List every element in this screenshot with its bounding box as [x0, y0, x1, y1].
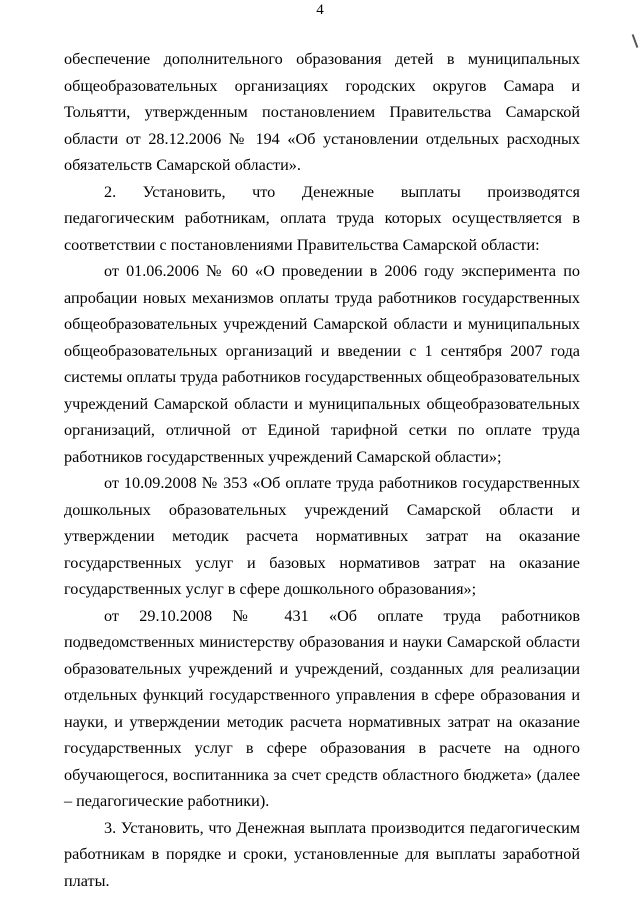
paragraph-item-2: 2. Установить, что Денежные выплаты производятся педагогическим работникам, оплата труда которых осуществляется в соответствии с постановлениями Правительства Самарской области: — [64, 182, 580, 254]
document-body — [64, 46, 580, 894]
paragraph-item-3: 3. Установить, что Денежная выплата производится педагогическим работникам в порядке и сроки, установленные для выплаты заработной платы. — [64, 818, 580, 890]
paragraph-decree-353: от 10.09.2008 № 353 «Об оплате труда работников государственных дошкольных образовательных учреждений Самарской области и утверждении методик расчета нормативных затрат на оказание государственных услуг и базовых нормативов затрат на оказание государственных услуг в сфере дошкольного образования»; — [64, 474, 580, 598]
page-number: 4 — [316, 2, 324, 18]
paragraph-decree-431: от 29.10.2008 № 431 «Об оплате труда работников подведомственных министерству образования и науки Самарской области образовательных учреждений и учреждений, созданных для реализации отдельных функций государственного управления в сфере образования и науки, и утверждении методик расчета нормативных затрат на оказание государственных услуг в сфере образования в расчете на одного обучающегося, воспитанника за счет средств областного бюджета» (далее – педагогические работники). — [64, 606, 580, 810]
paragraph-continuation: обеспечение дополнительного образования детей в муниципальных общеобразовательных организациях городских округов Самара и Тольятти, утвержденным постановлением Правительства Самарской области от 28.12.2006 № 194 «Об установлении отдельных расходных обязательств Самарской области». — [64, 50, 580, 174]
paragraph-decree-60: от 01.06.2006 № 60 «О проведении в 2006 году эксперимента по апробации новых механизмов оплаты труда работников государственных общеобразовательных учреждений Самарской области и муниципальных общеобразовательных организаций и введении с 1 сентября 2007 года системы оплаты труда работников государственных общеобразовательных учреждений Самарской области и муниципальных общеобразовательных организаций, отличной от Единой тарифной сетки по оплате труда работников государственных учреждений Самарской области»; — [64, 262, 580, 466]
scan-edge-mark — [632, 34, 639, 48]
